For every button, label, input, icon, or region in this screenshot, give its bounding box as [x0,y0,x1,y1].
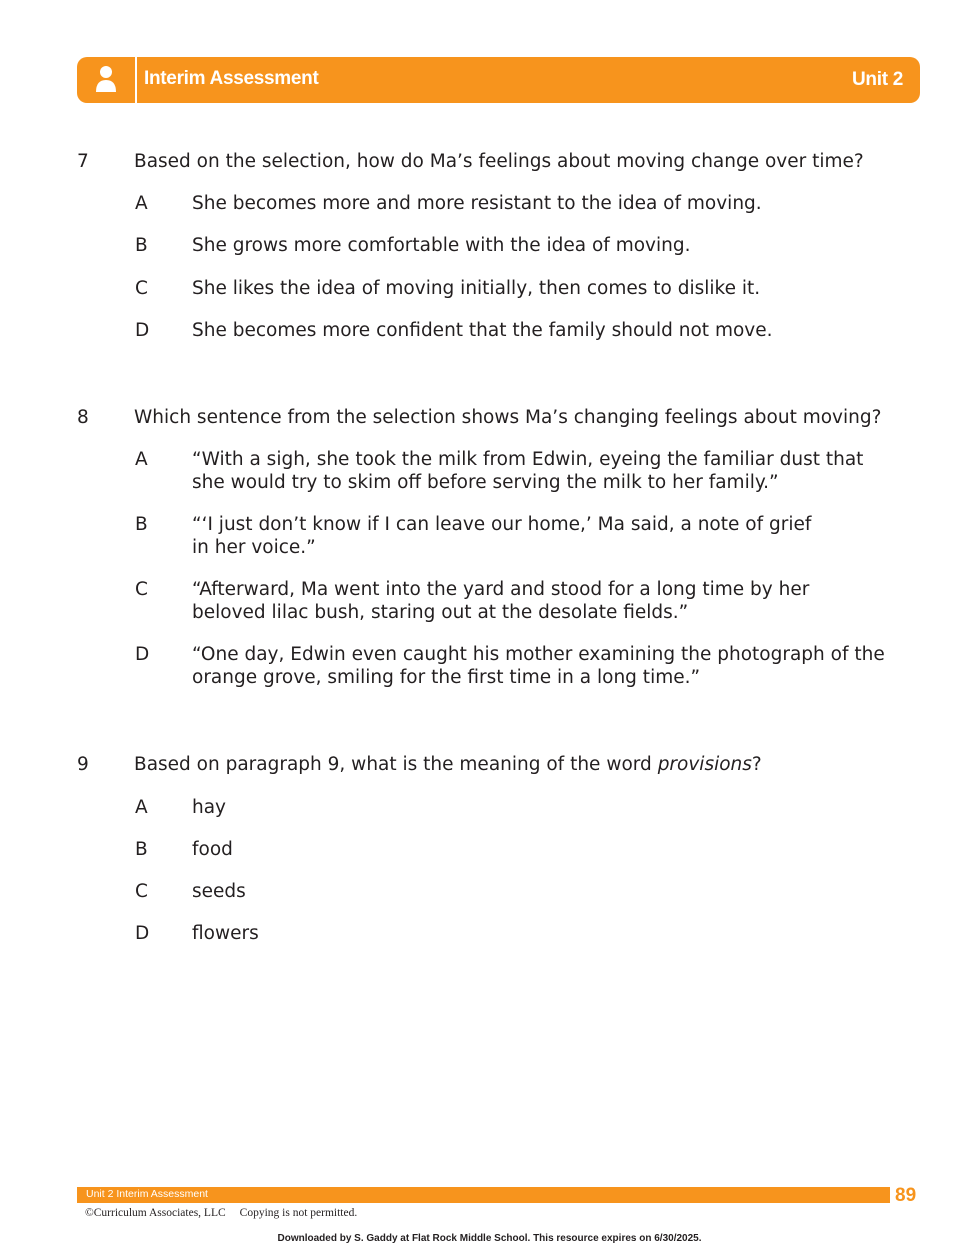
question-number: 9 [77,754,89,775]
option-text: “One day, Edwin even caught his mother examining the photograph of the orange grove, smiling for the first time in a long time.” [192,644,885,688]
option-letter: D [135,644,150,665]
option-text: She likes the idea of moving initially, then comes to dislike it. [192,278,761,299]
question-number: 8 [77,407,89,428]
footer-bar [77,1187,890,1203]
option-text: flowers [192,923,259,944]
copyright-text: ©Curriculum Associates, LLC [85,1207,226,1219]
option-letter: A [135,449,148,470]
copy-notice: Copying is not permitted. [239,1207,358,1219]
option-text: She becomes more confident that the family should not move. [192,320,773,341]
option-text: She grows more comfortable with the idea of moving. [192,235,691,256]
option-letter: C [135,881,148,902]
option-letter: C [135,278,148,299]
question-stem: Which sentence from the selection shows Ma’s changing feelings about moving? [134,407,882,428]
option-letter: A [135,193,148,214]
option-text: “With a sigh, she took the milk from Edwin, eyeing the familiar dust that she would try to skim off before serving the milk to her family.” [192,449,864,493]
option-text: She becomes more and more resistant to the idea of moving. [192,193,762,214]
header-title: Interim Assessment [144,68,319,89]
option-text: “‘I just don’t know if I can leave our home,’ Ma said, a note of grief in her voice.” [192,514,812,558]
stem-vocabulary-word: provisions [657,754,752,775]
question-stem [134,753,762,776]
option-text: hay [192,797,227,818]
option-text: food [192,839,233,860]
stem-punctuation: ? [751,754,762,775]
copyright-line [85,1207,357,1219]
page-number: 89 [895,1185,917,1206]
header-unit: Unit 2 [852,69,903,90]
question-number: 7 [77,151,89,172]
person-icon [77,57,135,103]
option-letter: C [135,579,148,600]
option-letter: B [135,839,148,860]
option-letter: B [135,235,148,256]
option-text: seeds [192,881,246,902]
option-text: “Afterward, Ma went into the yard and stood for a long time by her beloved lilac bush, staring out at the desolate fields.” [192,579,810,623]
option-letter: B [135,514,148,535]
option-letter: D [135,923,150,944]
download-notice: Downloaded by S. Gaddy at Flat Rock Middle School. This resource expires on 6/30/2025. [277,1233,702,1244]
header-banner [77,57,920,103]
question-stem: Based on the selection, how do Ma’s feelings about moving change over time? [134,151,864,172]
option-letter: A [135,797,148,818]
stem-text: Based on paragraph 9, what is the meaning of the word [134,754,658,775]
option-letter: D [135,320,150,341]
header-divider [135,57,137,103]
footer-label: Unit 2 Interim Assessment [86,1188,208,1200]
